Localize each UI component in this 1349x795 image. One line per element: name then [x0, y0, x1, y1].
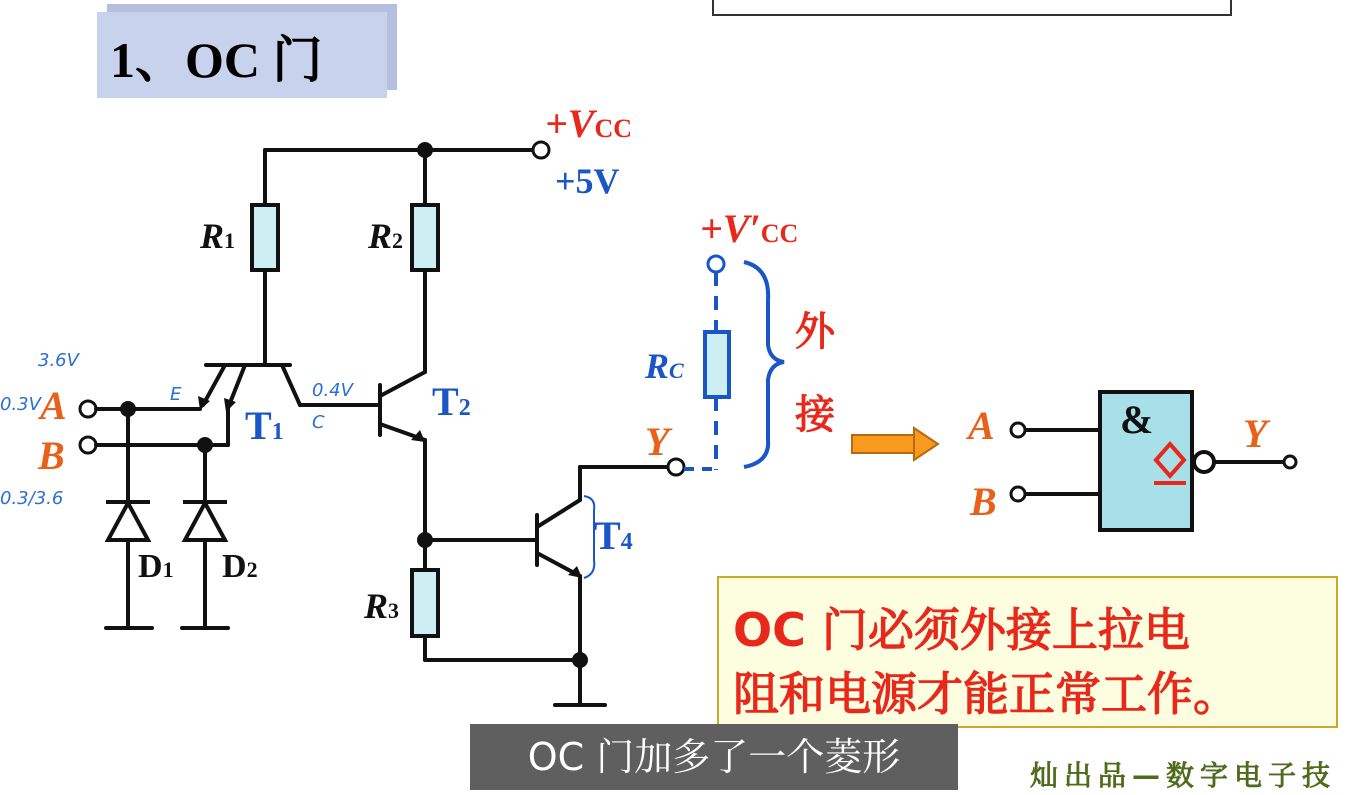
r3-resistor — [412, 570, 438, 636]
gate-b-label: B — [970, 479, 997, 524]
d2-label: D2 — [222, 548, 258, 585]
video-subtitle: OC 门加多了一个菱形 — [470, 724, 958, 790]
handwritten-a-volt-left: 0.3V — [0, 394, 41, 415]
d1-label: D1 — [138, 548, 174, 585]
external-brace — [744, 262, 784, 467]
t1-label: T1 — [245, 403, 284, 448]
vcc-label: +VCC — [545, 101, 633, 146]
page-title: 1、OC 门 — [110, 32, 323, 88]
ext-vcc-label: +V′CC — [700, 206, 799, 251]
output-y-label: Y — [645, 419, 670, 464]
rc-resistor — [705, 332, 729, 397]
t4-handwritten-brace — [584, 496, 594, 578]
input-b-terminal — [80, 437, 96, 453]
gate-b-terminal — [1011, 487, 1025, 501]
gate-inverter-bubble — [1194, 452, 1214, 472]
input-a-terminal — [80, 401, 96, 417]
r2-resistor — [412, 205, 438, 270]
handwritten-emitter: E — [170, 384, 182, 405]
handwritten-collector-volt: 0.4V — [312, 380, 353, 401]
t4-label: T4 — [594, 513, 633, 558]
t2-label: T2 — [432, 379, 471, 424]
input-a-label: A — [40, 383, 67, 428]
external-label-2: 接 — [795, 392, 835, 438]
gate-a-terminal — [1011, 423, 1025, 437]
note-box — [717, 576, 1338, 728]
rc-label: RC — [645, 346, 684, 386]
external-label-1: 外 — [795, 309, 835, 355]
d1-diode — [108, 503, 148, 540]
vcc-value-label: +5V — [555, 161, 620, 201]
r1-resistor — [252, 205, 278, 270]
handwritten-a-volt-top: 3.6V — [38, 350, 79, 371]
output-y-terminal — [668, 459, 684, 475]
watermark: 灿出品—数字电子技 — [1030, 759, 1337, 792]
handwritten-collector: C — [312, 412, 325, 433]
note-line-1: OC 门必须外接上拉电 — [733, 603, 1190, 657]
gate-y-label: Y — [1243, 411, 1268, 456]
gate-y-terminal — [1284, 456, 1296, 468]
r2-label: R2 — [368, 216, 404, 256]
ext-vcc-terminal — [708, 256, 724, 272]
d2-diode — [185, 503, 225, 540]
transform-arrow — [852, 428, 938, 460]
gate-a-label: A — [968, 403, 995, 448]
r1-label: R1 — [200, 216, 236, 256]
handwritten-b-volt: 0.3/3.6 — [0, 488, 64, 509]
r3-label: R3 — [364, 586, 400, 626]
gate-and-symbol: & — [1120, 397, 1154, 442]
note-line-2: 阻和电源才能正常工作。 — [733, 667, 1239, 721]
input-b-label: B — [38, 433, 65, 478]
